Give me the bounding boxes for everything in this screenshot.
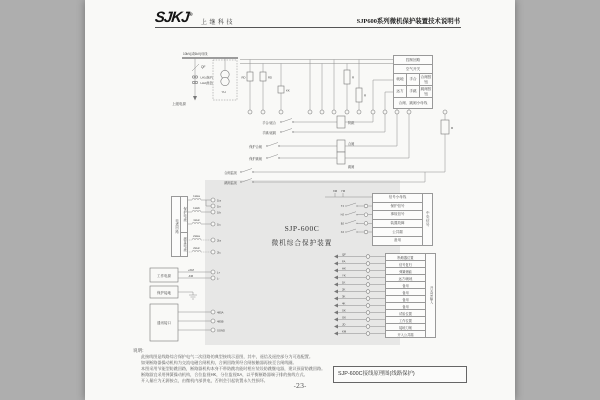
resistor2-label: R — [364, 93, 367, 98]
note-line: 断路器宜采用弹簧操动机构，合位监视HK，分位监视SA，以平衡断路器端子排的接线方式。 — [141, 372, 308, 377]
opto-tag: JD — [342, 322, 346, 327]
note-line: 如果断路器操动机构为交流电磁合闸机构，合闸回路须经合闸接触器再接至合闸线圈。 — [141, 360, 297, 365]
terminal-tag: 2Ic — [217, 250, 221, 255]
fuse1-label: RD — [241, 75, 246, 80]
table-cell: 中央信号 — [423, 194, 433, 246]
table-cell: 开入公共端 — [386, 331, 426, 338]
device-name: 微机综合保护装置 — [271, 240, 333, 247]
contact-tag: BJ — [340, 221, 344, 226]
ct1-label: LH1(保护) — [200, 75, 214, 80]
contact-tag: TJ — [340, 204, 344, 208]
opto-tag: 2K — [342, 287, 346, 292]
header-rule — [155, 27, 461, 28]
notes-title: 说明: — [133, 348, 144, 353]
table-cell: 备用 — [386, 282, 426, 289]
pt-label: YH — [221, 90, 226, 94]
opto-tag: 3K — [342, 294, 346, 299]
resistor3-label: R — [451, 126, 454, 130]
table-cell: 备用 — [386, 289, 426, 296]
table-cell: 空气开关 — [394, 65, 433, 74]
table-cell: 断路器位置 — [386, 254, 426, 261]
breaker-label: QF — [201, 65, 206, 69]
wire-tag: +KM — [188, 267, 194, 272]
comm-box-label: 通讯接口 — [157, 321, 171, 325]
opto-tag: FA — [342, 259, 346, 264]
contact-tag: HJ — [340, 212, 344, 217]
single-line-diagram — [172, 51, 238, 106]
manual-page — [85, 0, 515, 400]
coil-label-3: 跳闸 — [348, 165, 355, 169]
control-feed-circuit — [240, 60, 409, 111]
power-box-label: 工作电源 — [157, 274, 171, 278]
table-cell: 信号小母线 — [373, 194, 423, 203]
opto-tag: SK — [342, 308, 346, 313]
table-cell: 保护信号 — [373, 202, 423, 211]
ct-tag: 1LHb — [193, 206, 200, 210]
terminal-tag: L- — [217, 276, 220, 281]
opto-tag: HK — [342, 266, 346, 271]
note-line: 本图采用节能型防跳回路，断路器机构本身不带防跳功能时相应装设防跳继电器，建议预留防跳回路。 — [141, 366, 326, 371]
table-cell: 装置故障 — [373, 219, 423, 228]
table-cell: 公共端 — [373, 228, 423, 237]
wiring-diagram — [85, 40, 515, 350]
signal-panel-table — [372, 193, 433, 246]
note-line: 开入量应为无源接点，由微机内部供电，否则会引起装置永久性损坏。 — [141, 378, 268, 383]
arrow-down-icon — [193, 96, 197, 101]
brand-logo — [154, 9, 193, 26]
ct2-label: LH2(测量) — [200, 81, 214, 85]
coil-label-2: 合闸 — [348, 142, 355, 146]
table-cell: 弹簧储能 — [386, 268, 426, 275]
opto-tag: 4K — [342, 301, 346, 306]
source-label: 上级电源 — [172, 102, 186, 106]
bus-tag: YM — [340, 188, 346, 193]
table-cell: 手合 — [407, 74, 420, 86]
control-panel-table — [393, 55, 433, 109]
terminal-tag: 1Ic — [217, 222, 221, 227]
table-cell: 测量电流 — [181, 233, 188, 257]
contact-label-3: 保护合闸 — [249, 145, 262, 149]
page-number: -23- — [293, 382, 307, 390]
device-model: SJP-600C — [284, 224, 320, 233]
table-cell: 信号复归 — [386, 261, 426, 268]
logo-text: SJKJ — [154, 9, 190, 26]
contact-label-2: 手跳/遥跳 — [262, 131, 276, 135]
table-cell: 事故信号 — [373, 211, 423, 220]
earth-box-label: 保护接地 — [157, 291, 171, 295]
table-cell: 工作位置 — [386, 317, 426, 324]
terminal-tag: 1Ia — [217, 198, 221, 203]
terminal-row — [248, 110, 447, 114]
wire-tag: -KM — [188, 273, 194, 278]
opto-tag: KM — [342, 329, 347, 334]
fuse2-label: RD — [268, 75, 273, 80]
table-cell: 备用 — [386, 296, 426, 303]
table-cell: 远方 — [394, 86, 407, 98]
table-cell: 开关量输入 — [426, 254, 436, 338]
contact-label-6: 跳闸监视 — [224, 181, 237, 185]
contact-label-4: 保护跳闸 — [249, 157, 262, 161]
contact-label-5: 合闸监视 — [224, 171, 237, 175]
table-cell: 远方/就地 — [386, 275, 426, 282]
bus-tag: XM — [332, 188, 338, 193]
current-group-table — [171, 196, 188, 257]
table-cell: 试验位置 — [386, 310, 426, 317]
table-cell: 保护电流 — [181, 197, 188, 233]
terminal-tag: 1In — [217, 204, 221, 209]
document-title: SJP600系列微机保护装置技术说明书 — [356, 18, 460, 25]
table-cell: 就地 — [394, 74, 407, 86]
ct-tag: 1LHa — [193, 194, 200, 198]
opto-tag: GK — [342, 315, 347, 320]
terminal-tag: 485B — [217, 319, 224, 324]
registered-mark-icon: ® — [188, 12, 193, 18]
opto-tag: 1K — [342, 280, 346, 285]
busbar-label: 10kV(或6kV)母线 — [183, 52, 208, 56]
note-line: 此接线图是线路综合保护电气二次回路的典型接线示意图，其中，遥信及遥控部分为可选配置。 — [141, 354, 313, 359]
brand-name: 上继科技 — [201, 20, 236, 26]
control-logic — [224, 114, 454, 185]
switch-label: KK — [286, 88, 290, 93]
contact-tag: XJ — [340, 230, 344, 234]
figure-caption: SJP-600C接线原理图(线路保护) — [333, 366, 467, 383]
terminal-tag: 485A — [217, 310, 224, 315]
table-cell: 电流回路 — [172, 197, 181, 257]
table-cell: 控制回路 — [394, 56, 433, 65]
ct-tag: 1LHc — [193, 218, 200, 222]
terminal-tag: 2Ia — [217, 238, 221, 243]
ct-tag: 2LHa — [193, 234, 200, 238]
opto-tag: QF — [342, 252, 346, 257]
table-cell: 合闸按钮 — [420, 74, 432, 84]
ct-tag: 2LHc — [193, 246, 200, 250]
contact-label-1: 手合/遥合 — [262, 121, 276, 125]
terminal-tag: SGND — [217, 328, 226, 333]
coil-label-1: 防跳 — [348, 121, 355, 125]
table-cell: 手跳 — [407, 86, 420, 98]
opto-input-table — [385, 253, 436, 338]
table-cell: 合闸、跳闸小母线 — [394, 98, 433, 109]
terminal-tag: 1Ib — [217, 210, 221, 215]
device-shaded-area — [205, 180, 400, 345]
opto-tag: YK — [342, 273, 346, 278]
ground-icon — [189, 292, 197, 299]
table-cell: 接地刀闸 — [386, 324, 426, 331]
table-cell: 备用 — [373, 236, 423, 245]
table-cell: 备用 — [386, 303, 426, 310]
resistor1-label: R — [352, 75, 355, 80]
table-cell: 跳闸按钮 — [420, 86, 432, 96]
terminal-tag: L+ — [217, 270, 221, 275]
